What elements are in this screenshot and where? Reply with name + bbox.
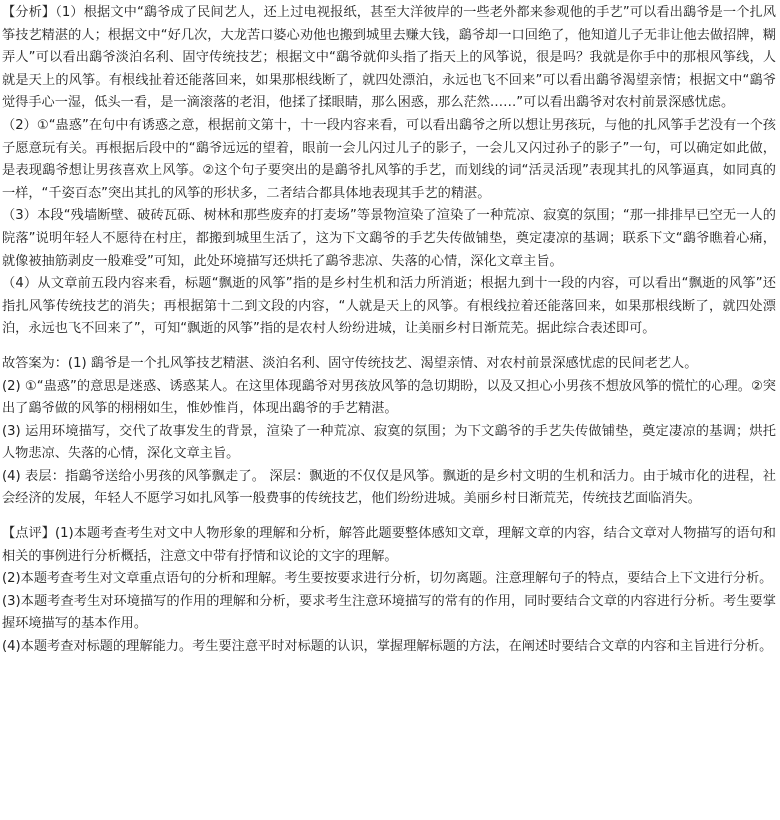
comment-paragraph-4: (4)本题考查对标题的理解能力。考生要注意平时对标题的认识，掌握理解标题的方法，在阐述时要结合文章的内容和主旨进行分析。 bbox=[2, 639, 773, 655]
answer-paragraph-3: (3) 运用环境描写，交代了故事发生的背景，渲染了一种荒凉、寂寞的氛围；为下文鷂爷的手艺失传做铺垫，奠定凄凉的基调；烘托人物悲凉、失落的心情，深化文章主旨。 bbox=[2, 423, 776, 462]
analysis-paragraph-2: （2）①“蛊惑”在句中有诱惑之意，根据前文第十，十一段内容来看，可以看出鷂爷之所以想让男孩玩，与他的扎风筝手艺没有一个孩子愿意玩有关。再根据后段中的“鷂爷远远的望着，眼前一会儿闪过儿子的影子，一会儿又闪过孙子的影子”一句，可以确定如此做，是表现鷂爷想让男孩喜欢上风筝。②这个句子要突出的是鷂爷扎风筝的手艺，而划线的词“活灵活现”表现其扎的风筝逼真，如同真的一样，“千姿百态”突出其扎的风筝的形状多，二者结合都具体地表现其手艺的精湛。 bbox=[2, 117, 776, 201]
answer-paragraph-4: (4) 表层：指鷂爷送给小男孩的风筝飘走了。 深层：飘逝的不仅仅是风筝。飘逝的是乡村文明的生机和活力。由于城市化的进程，社会经济的发展，年轻人不愿学习如扎风筝一般费事的传统技艺，他们纷纷进城。美丽乡村日渐荒芜，传统技艺面临消失。 bbox=[2, 468, 776, 507]
comment-paragraph-3: (3)本题考查考生对环境描写的作用的理解和分析，要求考生注意环境描写的常有的作用，同时要结合文章的内容进行分析。考生要掌握环境描写的基本作用。 bbox=[2, 593, 776, 632]
analysis-paragraph-1: 【分析】（1）根据文中“鷂爷成了民间艺人，还上过电视报纸，甚至大洋彼岸的一些老外都来参观他的手艺”可以看出鷂爷是一个扎风筝技艺精湛的人；根据文中“好几次，大龙苦口婆心劝他也搬到城里去赚大钱，鷂爷却一口回绝了，他知道儿子无非让他去做招牌，糊弄人”可以看出鷂爷淡泊名利、固守传统技艺；根据文中“鷂爷就仰头指了指天上的风筝说，很是吗？我就是你手中的那根风筝线，人就是天上的风筝。有根线扯着还能落回来，如果那根线断了，就四处漂泊，永远也飞不回来”可以看出鷂爷渴望亲情；根据文中“鷂爷觉得手心一湿，低头一看，是一滴滚落的老泪，他揉了揉眼睛，那么困惑，那么茫然……”可以看出鷂爷对农村前景深感忧虑。 bbox=[2, 5, 776, 111]
comment-section bbox=[2, 523, 776, 659]
answer-section bbox=[2, 353, 776, 511]
comment-paragraph-2: (2)本题考查考生对文章重点语句的分析和理解。考生要按要求进行分析，切勿离题。注意理解句子的特点，要结合上下文进行分析。 bbox=[2, 571, 773, 587]
analysis-section bbox=[2, 2, 776, 341]
analysis-paragraph-4: （4）从文章前五段内容来看，标题“飘逝的风筝”指的是乡村生机和活力所消逝；根据九到十一段的内容，可以看出“飘逝的风筝”还指扎风筝传统技艺的消失；再根据第十二到文段的内容，“人就是天上的风筝。有根线拉着还能落回来，如果那根线断了，就四处漂泊，永远也飞不回来了”，可知“飘逝的风筝”指的是农村人纷纷进城，让美丽乡村日渐荒芜。据此综合表述即可。 bbox=[2, 276, 776, 337]
answer-paragraph-1: 故答案为：(1) 鷂爷是一个扎风筝技艺精湛、淡泊名利、固守传统技艺、渴望亲情、对农村前景深感忧虑的民间老艺人。 bbox=[2, 355, 698, 371]
analysis-paragraph-3: （3）本段“残墙断壁、破砖瓦砾、树林和那些废弃的打麦场”等景物渲染了渲染了一种荒凉、寂寞的氛围；“那一排排早已空无一人的院落”说明年轻人不愿待在村庄，都搬到城里生活了，这为下文鷂爷的手艺失传做铺垫，奠定凄凉的基调；联系下文“鷂爷瞧着心痛，就像被抽筋剥皮一般难受”可知，此处环境描写还烘托了鷂爷悲凉、失落的心情，深化文章主旨。 bbox=[2, 208, 776, 269]
answer-paragraph-2: (2) ①“蛊惑”的意思是迷惑、诱惑某人。在这里体现鷂爷对男孩放风筝的急切期盼，以及又担心小男孩不想放风筝的慌忙的心理。②突出了鷂爷做的风筝的栩栩如生，惟妙惟肖，体现出鷂爷的手艺精湛。 bbox=[2, 378, 776, 417]
comment-paragraph-1: 【点评】(1)本题考查考生对文中人物形象的理解和分析，解答此题要整体感知文章，理解文章的内容，结合文章对人物描写的语句和相关的事例进行分析概括，注意文中带有抒情和议论的文字的理解。 bbox=[2, 526, 776, 564]
